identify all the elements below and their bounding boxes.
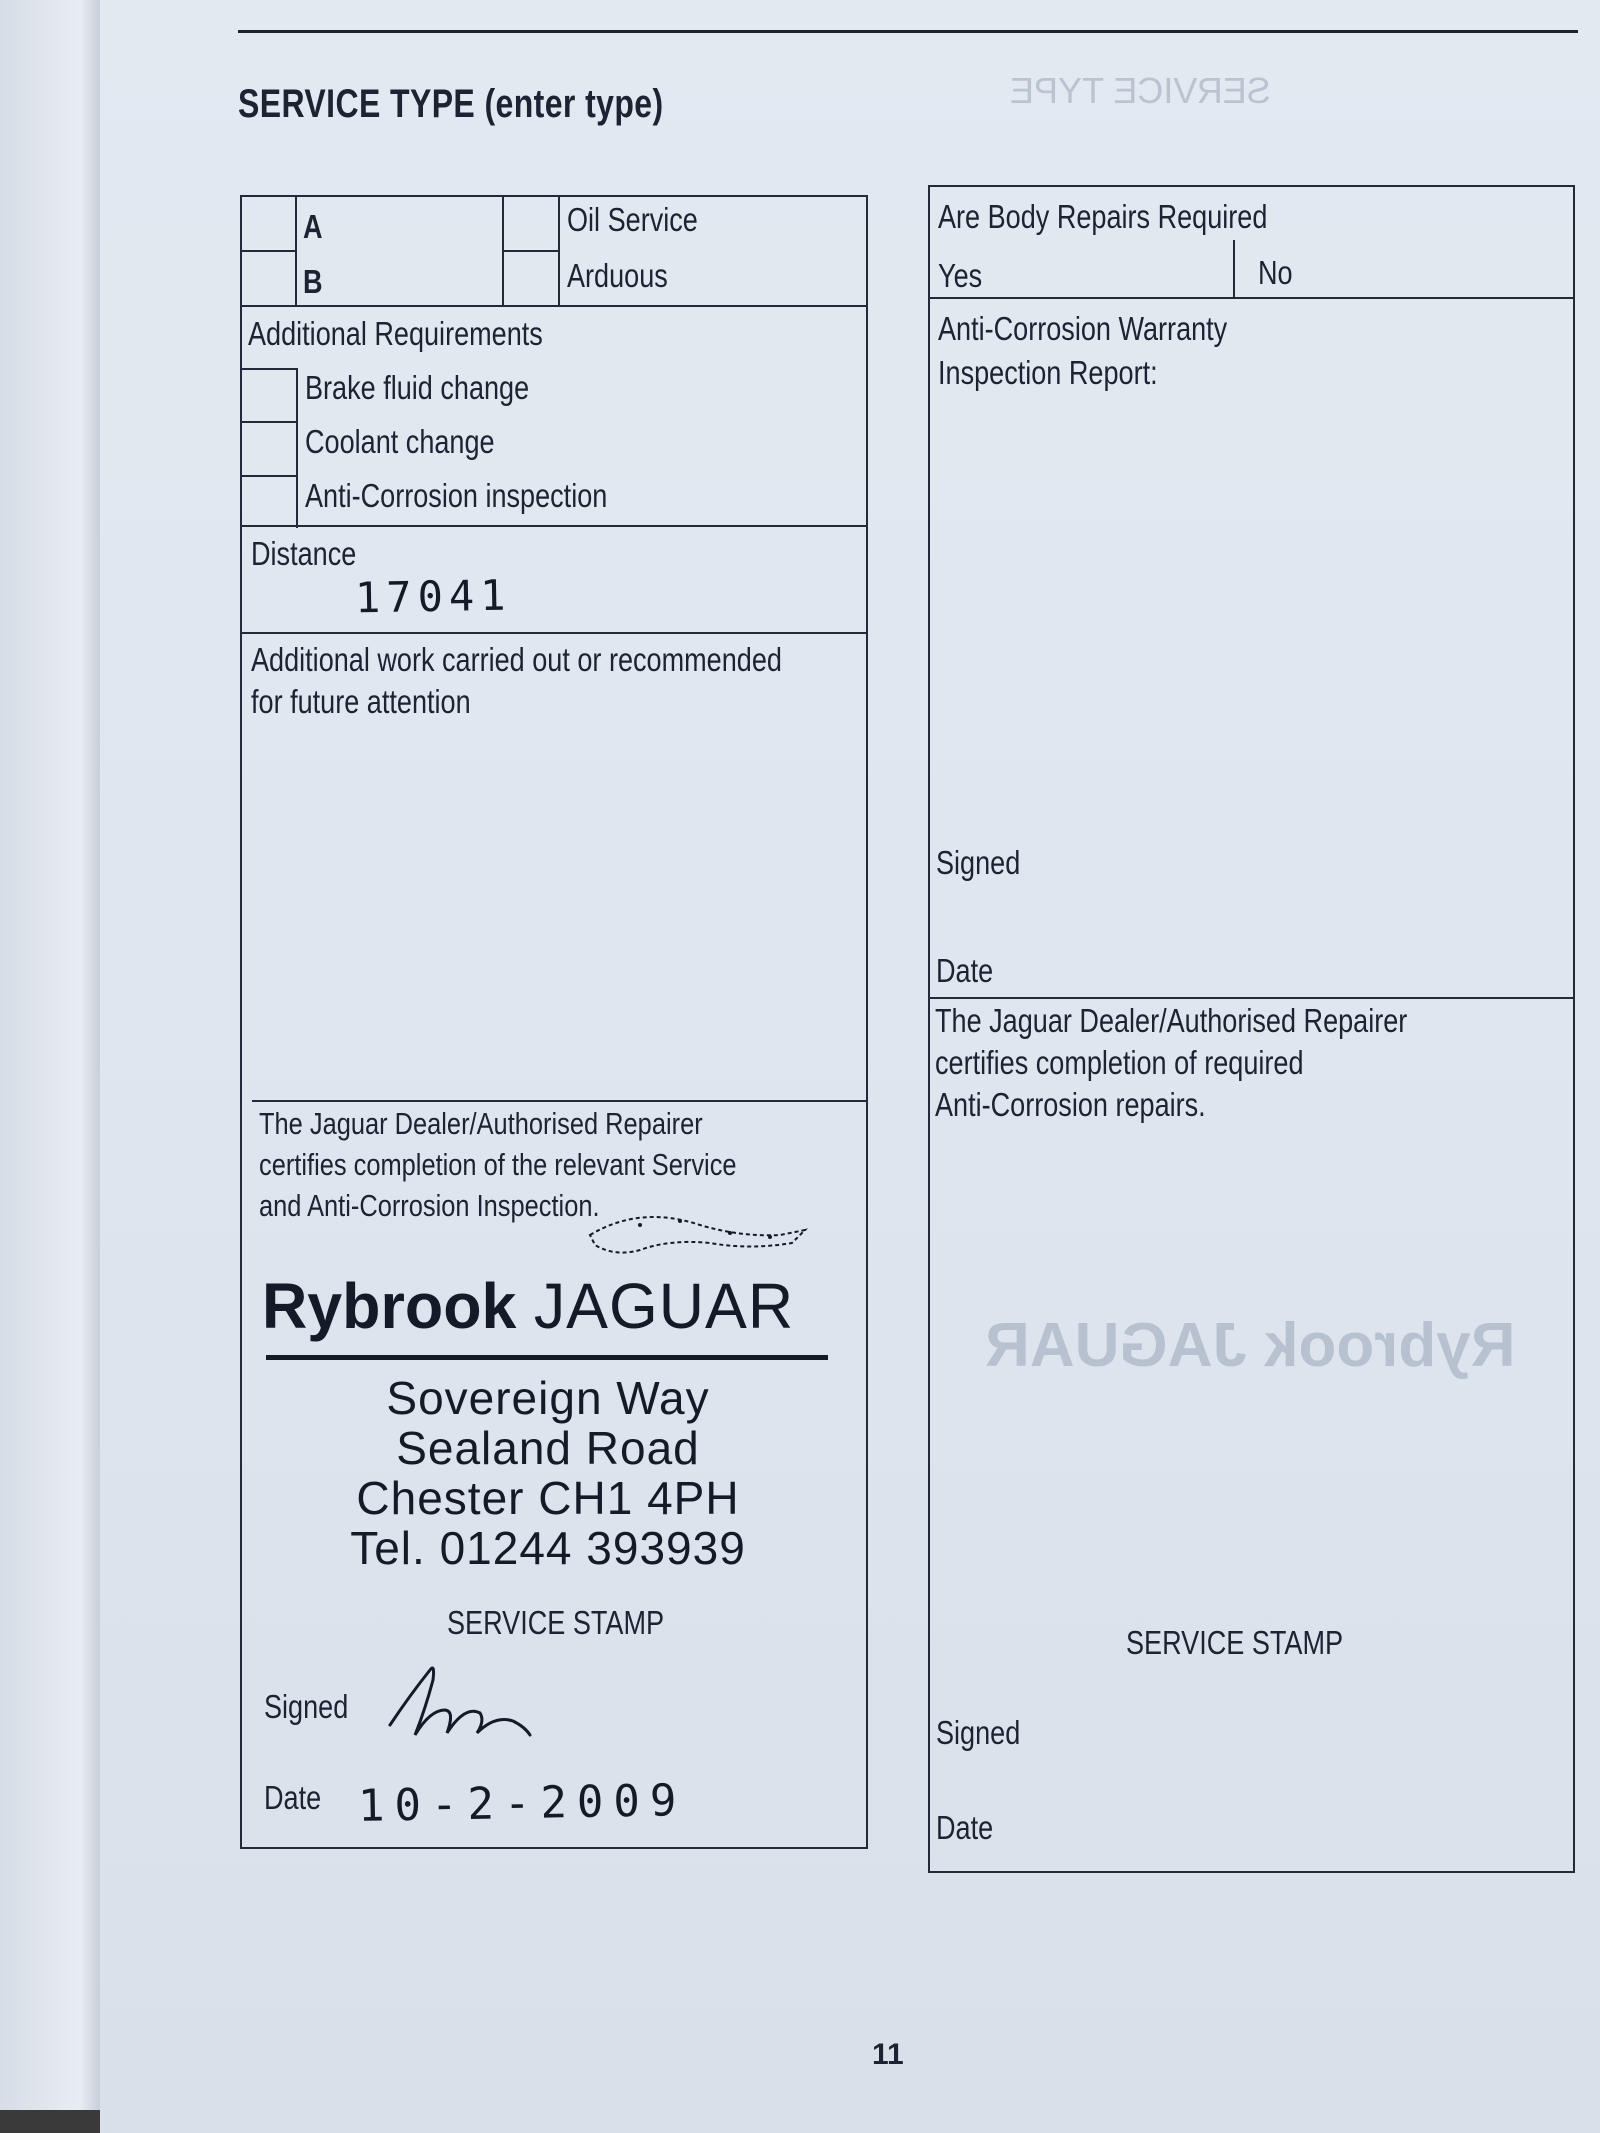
booklet-cover-edge — [0, 2110, 100, 2133]
right-service-stamp-label: SERVICE STAMP — [1126, 1624, 1344, 1661]
stamp-address-line2: Sealand Road — [396, 1422, 700, 1474]
type-a-checkbox[interactable] — [241, 196, 295, 251]
brake-fluid-checkbox[interactable] — [241, 370, 296, 421]
stamp-address-line1: Sovereign Way — [386, 1372, 710, 1424]
left-certify-line1: The Jaguar Dealer/Authorised Repairer — [259, 1106, 703, 1141]
brake-fluid-label: Brake fluid change — [305, 369, 530, 406]
grid-divider — [295, 195, 297, 307]
stamp-dealer-name — [262, 1268, 794, 1344]
oil-service-label: Oil Service — [567, 201, 698, 238]
body-repairs-question: Are Body Repairs Required — [938, 198, 1268, 235]
coolant-label: Coolant change — [305, 423, 495, 460]
right-stamp-area — [940, 1140, 1560, 1600]
page-heading: SERVICE TYPE (enter type) — [238, 82, 664, 126]
warranty-report-field[interactable] — [938, 400, 1558, 840]
stamp-telephone: Tel. 01244 393939 — [350, 1522, 746, 1574]
section-divider — [928, 997, 1575, 999]
distance-label: Distance — [251, 535, 357, 572]
type-b-label: B — [303, 263, 323, 300]
stamp-underline — [266, 1355, 828, 1360]
jaguar-leaper-logo — [580, 1195, 810, 1270]
arduous-label: Arduous — [567, 257, 668, 294]
section-divider — [252, 1100, 868, 1102]
yes-no-divider — [1233, 240, 1235, 297]
stamp-address-line3: Chester CH1 4PH — [356, 1472, 740, 1524]
distance-value[interactable]: 17041 — [354, 570, 512, 623]
additional-requirements-heading: Additional Requirements — [248, 315, 543, 352]
section-divider — [928, 297, 1575, 299]
anti-corrosion-inspection-checkbox[interactable] — [241, 477, 296, 527]
grid-divider — [558, 195, 560, 307]
stamp-brand-rybrook: Rybrook — [262, 1270, 517, 1342]
left-certify-line3: and Anti-Corrosion Inspection. — [259, 1188, 600, 1223]
right-date-label-2: Date — [936, 1809, 994, 1846]
right-certify-line1: The Jaguar Dealer/Authorised Repairer — [935, 1002, 1408, 1039]
coolant-checkbox[interactable] — [241, 423, 296, 475]
right-certify-line3: Anti-Corrosion repairs. — [935, 1086, 1206, 1123]
warranty-report-label-line2: Inspection Report: — [938, 354, 1158, 391]
additional-work-label-line1: Additional work carried out or recommended — [251, 641, 782, 678]
left-signature[interactable] — [385, 1655, 535, 1750]
show-through-text: SERVICE TYPE — [1010, 70, 1271, 111]
body-repairs-yes[interactable]: Yes — [938, 257, 983, 294]
left-signed-label: Signed — [264, 1688, 349, 1725]
left-date-label: Date — [264, 1779, 322, 1816]
right-signed-label: Signed — [936, 844, 1021, 881]
checkbox-column-divider — [296, 368, 298, 528]
body-repairs-no[interactable]: No — [1258, 254, 1293, 291]
anti-corrosion-inspection-label: Anti-Corrosion inspection — [305, 477, 608, 514]
right-certify-line2: certifies completion of required — [935, 1044, 1304, 1081]
stamp-brand-jaguar: JAGUAR — [533, 1270, 795, 1342]
left-date-value[interactable]: 10-2-2009 — [357, 1775, 687, 1832]
right-signed-label-2: Signed — [936, 1714, 1021, 1751]
top-rule — [238, 30, 1578, 33]
type-a-label: A — [303, 208, 323, 245]
type-b-checkbox[interactable] — [241, 251, 295, 306]
left-certify-line2: certifies completion of the relevant Service — [259, 1147, 737, 1182]
page-number: 11 — [872, 2038, 904, 2071]
booklet-spine — [0, 0, 100, 2133]
additional-work-label-line2: for future attention — [251, 683, 471, 720]
right-date-label: Date — [936, 952, 994, 989]
show-through-stamp: Rybrook JAGUAR — [985, 1311, 1516, 1380]
arduous-checkbox[interactable] — [503, 251, 558, 306]
additional-work-field[interactable] — [252, 725, 852, 1095]
left-service-stamp-label: SERVICE STAMP — [447, 1604, 665, 1641]
warranty-report-label-line1: Anti-Corrosion Warranty — [938, 310, 1228, 347]
section-divider — [240, 632, 868, 634]
section-divider — [240, 525, 868, 527]
oil-service-checkbox[interactable] — [503, 196, 558, 251]
